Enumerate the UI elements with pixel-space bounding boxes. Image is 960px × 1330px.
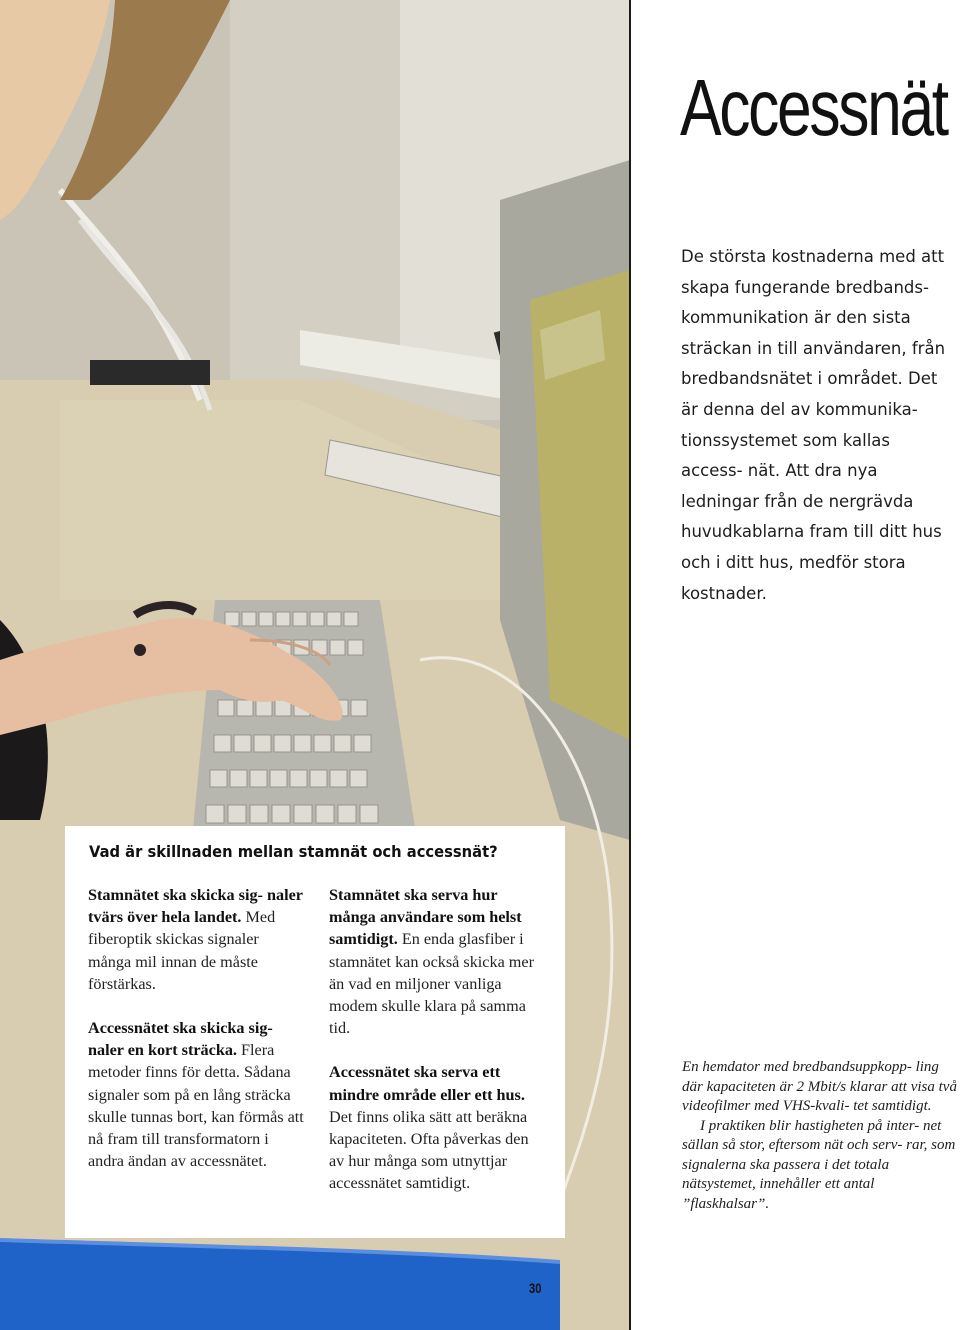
- caption-paragraph: I praktiken blir hastigheten på inter- net sällan så stor, eftersom nät och serv- rar, som signalerna ska passera i det totala nätsystemet, innehåller ett antal ”flaskhalsar”.: [682, 1117, 956, 1212]
- info-paragraph: [329, 1061, 545, 1194]
- info-box-right-column: [329, 884, 545, 1217]
- info-paragraph-lead: Stamnätet ska skicka sig- naler tvärs över hela landet.: [88, 886, 303, 927]
- info-paragraph: [88, 884, 304, 995]
- info-paragraph: [88, 1017, 304, 1172]
- intro-paragraph: De största kostnaderna med att skapa fungerande bredbands- kommunikation är den sista sträckan in till användaren, från bredbandsnätet i området. Det är denna del av kommunika- tionssystemet som kallas access- nät. Att dra nya ledningar från de nergrävda huvudkablarna fram till ditt hus och i ditt hus, medför stora kostnader.: [681, 247, 946, 603]
- info-box: [65, 826, 565, 1238]
- info-paragraph-lead: Accessnätet ska skicka sig- naler en kort sträcka.: [88, 1019, 273, 1060]
- info-paragraph-body: Med fiberoptik skickas signaler många mil innan de måste förstärkas.: [88, 908, 276, 993]
- info-paragraph-body: Det finns olika sätt att beräkna kapaciteten. Ofta påverkas den av hur många som utnyttjar accessnätet samtidigt.: [329, 1107, 529, 1193]
- info-paragraph-body: Flera metoder finns för detta. Sådana signaler som på en lång sträcka skulle tunnas bort, kan förmås att nå fram till transformatorn i andra ändan av accessnätet.: [88, 1041, 304, 1171]
- page-title: Accessnät: [680, 63, 947, 152]
- page-divider-line: [629, 0, 631, 1330]
- info-paragraph-lead: Stamnätet ska serva hur många användare som helst samtidigt.: [329, 886, 522, 949]
- info-box-left-column: [88, 884, 304, 1194]
- caption-paragraph: En hemdator med bredbandsuppkopp- ling där kapaciteten är 2 Mbit/s klarar att visa två videofilmer med VHS-kvali- tet samtidigt.: [682, 1059, 957, 1114]
- page-number: 30: [529, 1280, 542, 1296]
- info-paragraph-body: En enda glasfiber i stamnätet kan också skicka mer än vad en miljoner vanliga modem skulle klara på samma tid.: [329, 930, 534, 1038]
- info-paragraph-lead: Accessnätet ska serva ett mindre område eller ett hus.: [329, 1063, 525, 1104]
- photo-caption: [682, 1058, 957, 1214]
- info-box-heading: Vad är skillnaden mellan stamnät och accessnät?: [89, 842, 498, 861]
- info-paragraph: [329, 884, 545, 1039]
